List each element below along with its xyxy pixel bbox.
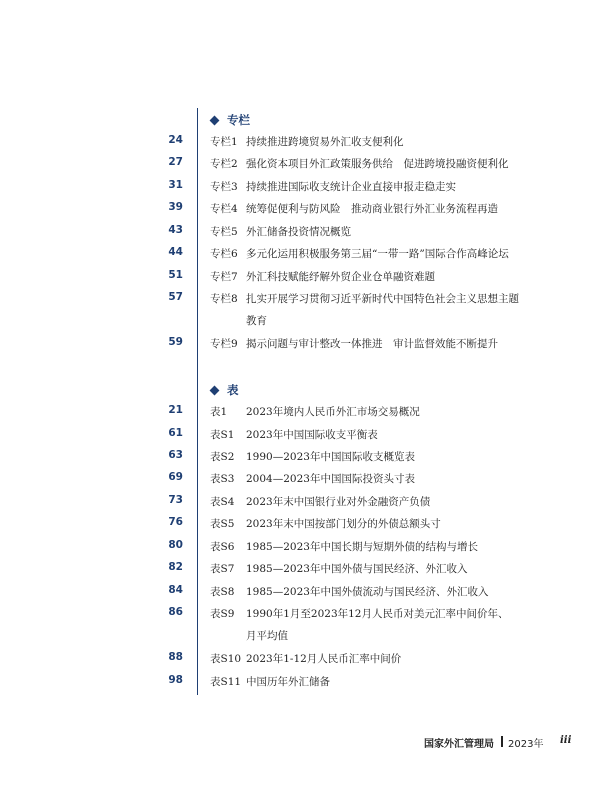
entry-page-number: 31 — [168, 179, 183, 191]
column-entry[interactable] — [0, 246, 595, 262]
entry-page-number: 44 — [168, 246, 183, 258]
table-entry[interactable] — [0, 427, 595, 443]
section-heading-tables-label: 表 — [227, 383, 239, 397]
table-entry[interactable] — [0, 449, 595, 465]
table-entry[interactable] — [0, 561, 595, 577]
table-entry[interactable] — [0, 606, 595, 622]
entry-label: 专栏8 — [210, 293, 238, 305]
entry-title: 1985—2023年中国长期与短期外债的结构与增长 — [246, 541, 478, 553]
footer-page-number: iii — [560, 735, 572, 746]
entry-title-continuation: 月平均值 — [246, 630, 288, 642]
entry-page-number: 63 — [168, 449, 183, 461]
entry-page-number: 39 — [168, 201, 183, 213]
entry-label: 表1 — [210, 406, 228, 418]
entry-title: 2023年境内人民币外汇市场交易概况 — [246, 406, 420, 418]
diamond-bullet-icon — [210, 115, 220, 125]
footer-separator — [501, 736, 503, 747]
entry-page-number: 43 — [168, 224, 183, 236]
entry-title: 1990—2023年中国国际收支概览表 — [246, 451, 415, 463]
column-entry[interactable] — [0, 179, 595, 195]
section-heading-columns-label: 专栏 — [227, 113, 250, 127]
entry-page-number: 51 — [168, 269, 183, 281]
entry-label: 表S3 — [210, 473, 235, 485]
entry-label: 专栏1 — [210, 136, 238, 148]
entry-page-number: 21 — [168, 404, 183, 416]
section-heading-columns — [210, 112, 250, 128]
table-entry[interactable] — [0, 404, 595, 420]
entry-page-number: 82 — [168, 561, 183, 573]
table-entry[interactable] — [0, 539, 595, 555]
entry-label: 表S2 — [210, 451, 235, 463]
entry-label: 专栏2 — [210, 158, 238, 170]
entry-label: 专栏5 — [210, 226, 238, 238]
footer-year: 2023年 — [508, 739, 544, 750]
column-entry[interactable] — [0, 224, 595, 240]
entry-page-number: 69 — [168, 471, 183, 483]
entry-title: 多元化运用积极服务第三届“一带一路”国际合作高峰论坛 — [246, 248, 509, 260]
entry-page-number: 73 — [168, 494, 183, 506]
entry-label: 表S10 — [210, 653, 242, 665]
entry-page-number: 88 — [168, 651, 183, 663]
table-entry[interactable] — [0, 471, 595, 487]
column-entry[interactable] — [0, 291, 595, 307]
footer-organization: 国家外汇管理局 — [424, 739, 494, 750]
entry-title: 强化资本项目外汇政策服务供给 促进跨境投融资便利化 — [246, 158, 509, 170]
entry-page-number: 61 — [168, 427, 183, 439]
table-entry[interactable] — [0, 516, 595, 532]
entry-label: 表S1 — [210, 429, 235, 441]
entry-page-number: 57 — [168, 291, 183, 303]
entry-page-number: 76 — [168, 516, 183, 528]
entry-label: 专栏4 — [210, 203, 238, 215]
entry-label: 表S4 — [210, 496, 235, 508]
entry-title: 外汇储备投资情况概览 — [246, 226, 351, 238]
entry-page-number: 84 — [168, 584, 183, 596]
entry-title: 1985—2023年中国外债与国民经济、外汇收入 — [246, 563, 468, 575]
column-entry[interactable] — [0, 336, 595, 352]
entry-label: 表S5 — [210, 518, 235, 530]
column-entry[interactable] — [0, 134, 595, 150]
entry-title: 揭示问题与审计整改一体推进 审计监督效能不断提升 — [246, 338, 498, 350]
entry-title: 2023年中国国际收支平衡表 — [246, 429, 378, 441]
entry-title: 2004—2023年中国国际投资头寸表 — [246, 473, 415, 485]
entry-page-number: 80 — [168, 539, 183, 551]
entry-label: 专栏3 — [210, 181, 238, 193]
entry-title: 1985—2023年中国外债流动与国民经济、外汇收入 — [246, 586, 489, 598]
entry-page-number: 98 — [168, 674, 183, 686]
entry-title: 1990年1月至2023年12月人民币对美元汇率中间价年、 — [246, 608, 509, 620]
table-entry[interactable] — [0, 494, 595, 510]
table-entry[interactable] — [0, 584, 595, 600]
entry-label: 专栏9 — [210, 338, 238, 350]
entry-page-number: 24 — [168, 134, 183, 146]
entry-page-number: 59 — [168, 336, 183, 348]
entry-title: 统筹促便利与防风险 推动商业银行外汇业务流程再造 — [246, 203, 498, 215]
entry-title: 2023年1-12月人民币汇率中间价 — [246, 653, 402, 665]
entry-page-number: 86 — [168, 606, 183, 618]
section-heading-tables — [210, 382, 239, 398]
entry-label: 表S6 — [210, 541, 235, 553]
entry-label: 专栏6 — [210, 248, 238, 260]
entry-page-number: 27 — [168, 156, 183, 168]
table-entry[interactable] — [0, 651, 595, 667]
table-entry[interactable] — [0, 674, 595, 690]
entry-title: 持续推进国际收支统计企业直接申报走稳走实 — [246, 181, 456, 193]
entry-title: 外汇科技赋能纾解外贸企业仓单融资难题 — [246, 271, 435, 283]
entry-label: 表S11 — [210, 676, 242, 688]
column-entry[interactable] — [0, 201, 595, 217]
column-entry[interactable] — [0, 269, 595, 285]
entry-title: 扎实开展学习贯彻习近平新时代中国特色社会主义思想主题 — [246, 293, 519, 305]
entry-title: 2023年末中国按部门划分的外债总额头寸 — [246, 518, 441, 530]
entry-label: 专栏7 — [210, 271, 238, 283]
entry-title-continuation: 教育 — [246, 315, 267, 327]
entry-title: 2023年末中国银行业对外金融资产负债 — [246, 496, 431, 508]
diamond-bullet-icon — [210, 385, 220, 395]
entry-title: 持续推进跨境贸易外汇收支便利化 — [246, 136, 404, 148]
entry-label: 表S9 — [210, 608, 235, 620]
entry-label: 表S8 — [210, 586, 235, 598]
column-entry[interactable] — [0, 156, 595, 172]
entry-title: 中国历年外汇储备 — [246, 676, 330, 688]
entry-label: 表S7 — [210, 563, 235, 575]
